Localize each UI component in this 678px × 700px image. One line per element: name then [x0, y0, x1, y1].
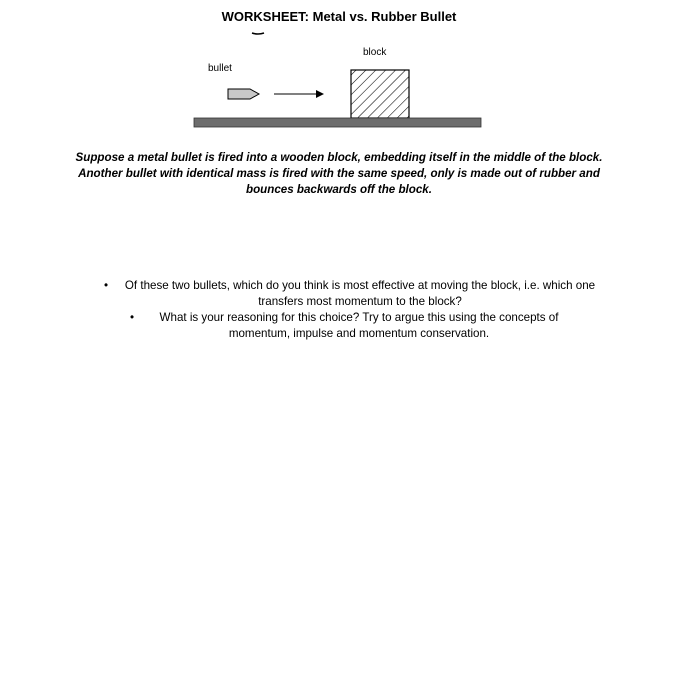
title-mark	[252, 33, 264, 34]
bullet-label: bullet	[208, 63, 232, 74]
question-text: Of these two bullets, which do you think is most effective at moving the block, i.e. which one transfers most momentum to the block?	[124, 279, 596, 308]
wooden-block	[351, 70, 409, 118]
scenario-text: Suppose a metal bullet is fired into a wooden block, embedding itself in the middle of the block. Another bullet with identical mass is fired with the same speed, only is made out of rubber and bounces backwards off the block.	[75, 151, 603, 196]
ground-surface	[194, 118, 481, 127]
question-item-momentum-transfer	[104, 278, 598, 310]
question-text: What is your reasoning for this choice? Try to argue this using the concepts of momentum, impulse and momentum conservation.	[159, 311, 559, 340]
motion-arrow	[274, 90, 324, 98]
bullet-shape	[228, 89, 259, 99]
bullet-point: •	[130, 311, 135, 324]
worksheet-title: WORKSHEET: Metal vs. Rubber Bullet	[221, 9, 457, 24]
bullet-point: •	[104, 279, 109, 292]
block-label: block	[363, 47, 387, 58]
bullet-block-diagram	[0, 0, 678, 140]
question-item-reasoning	[130, 310, 570, 342]
question-list	[0, 278, 678, 342]
